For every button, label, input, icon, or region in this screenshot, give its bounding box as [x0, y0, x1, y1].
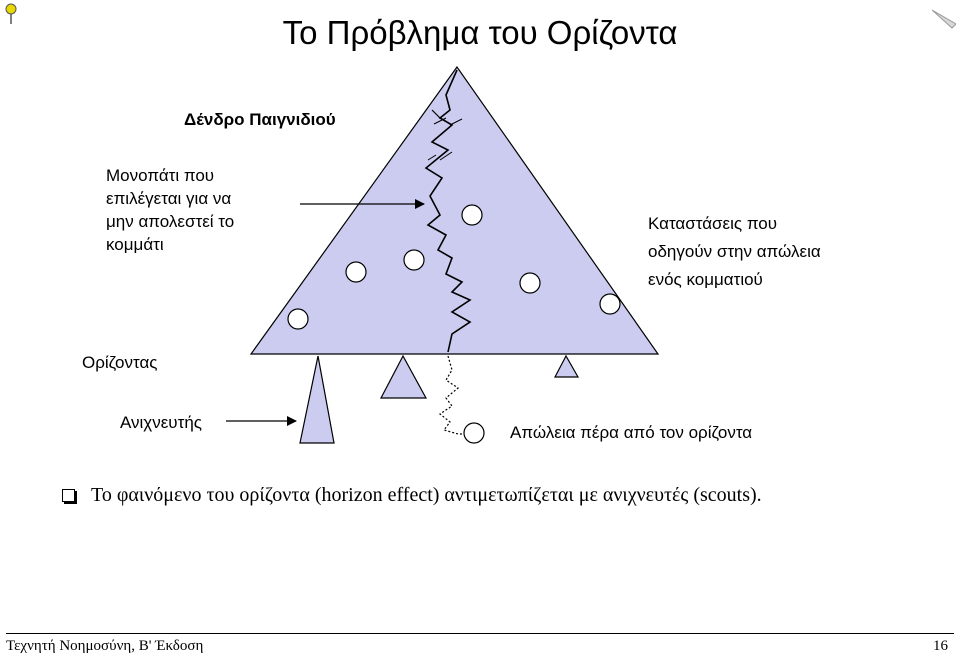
- states-label-line: οδηγούν στην απώλεια: [648, 242, 821, 261]
- path-label-line: επιλέγεται για να: [106, 189, 232, 208]
- path-label-line: μην απολεστεί το: [106, 212, 235, 231]
- subtree-triangle: [381, 356, 426, 398]
- scout-triangle: [300, 356, 334, 443]
- loss-state-circle: [404, 250, 424, 270]
- states-label-line: Καταστάσεις που: [648, 214, 778, 233]
- horizon-label: Ορίζοντας: [82, 353, 158, 372]
- states-label-line: ενός κομματιού: [648, 270, 763, 289]
- bullet-text: Το φαινόμενο του ορίζοντα (horizon effect) αντιμετωπίζεται με ανιχνευτές (scouts).: [91, 484, 762, 506]
- loss-state-circle: [346, 262, 366, 282]
- footer-page-number: 16: [933, 638, 948, 654]
- footer-book-title: Τεχνητή Νοημοσύνη, Β' Έκδοση: [6, 638, 204, 654]
- loss-state-circle: [462, 205, 482, 225]
- bullet-item: [62, 484, 762, 507]
- loss-state-circle: [520, 273, 540, 293]
- tree-label: Δένδρο Παιγνιδιού: [184, 110, 336, 129]
- slide-title: Το Πρόβλημα του Ορίζοντα: [282, 14, 678, 51]
- subtree-triangle: [555, 356, 578, 377]
- scout-label: Ανιχνευτής: [120, 413, 202, 432]
- loss-state-circle: [600, 294, 620, 314]
- path-label-line: κομμάτι: [106, 235, 164, 254]
- path-label-line: Μονοπάτι που: [106, 166, 215, 185]
- loss-state-circle: [288, 309, 308, 329]
- footer-divider: [6, 633, 954, 634]
- loss-beyond-horizon-circle: [464, 423, 484, 443]
- beyond-horizon-path: [440, 356, 466, 434]
- checkbox-bullet-icon: [62, 489, 75, 502]
- loss-beyond-horizon-label: Απώλεια πέρα από τον ορίζοντα: [510, 423, 753, 442]
